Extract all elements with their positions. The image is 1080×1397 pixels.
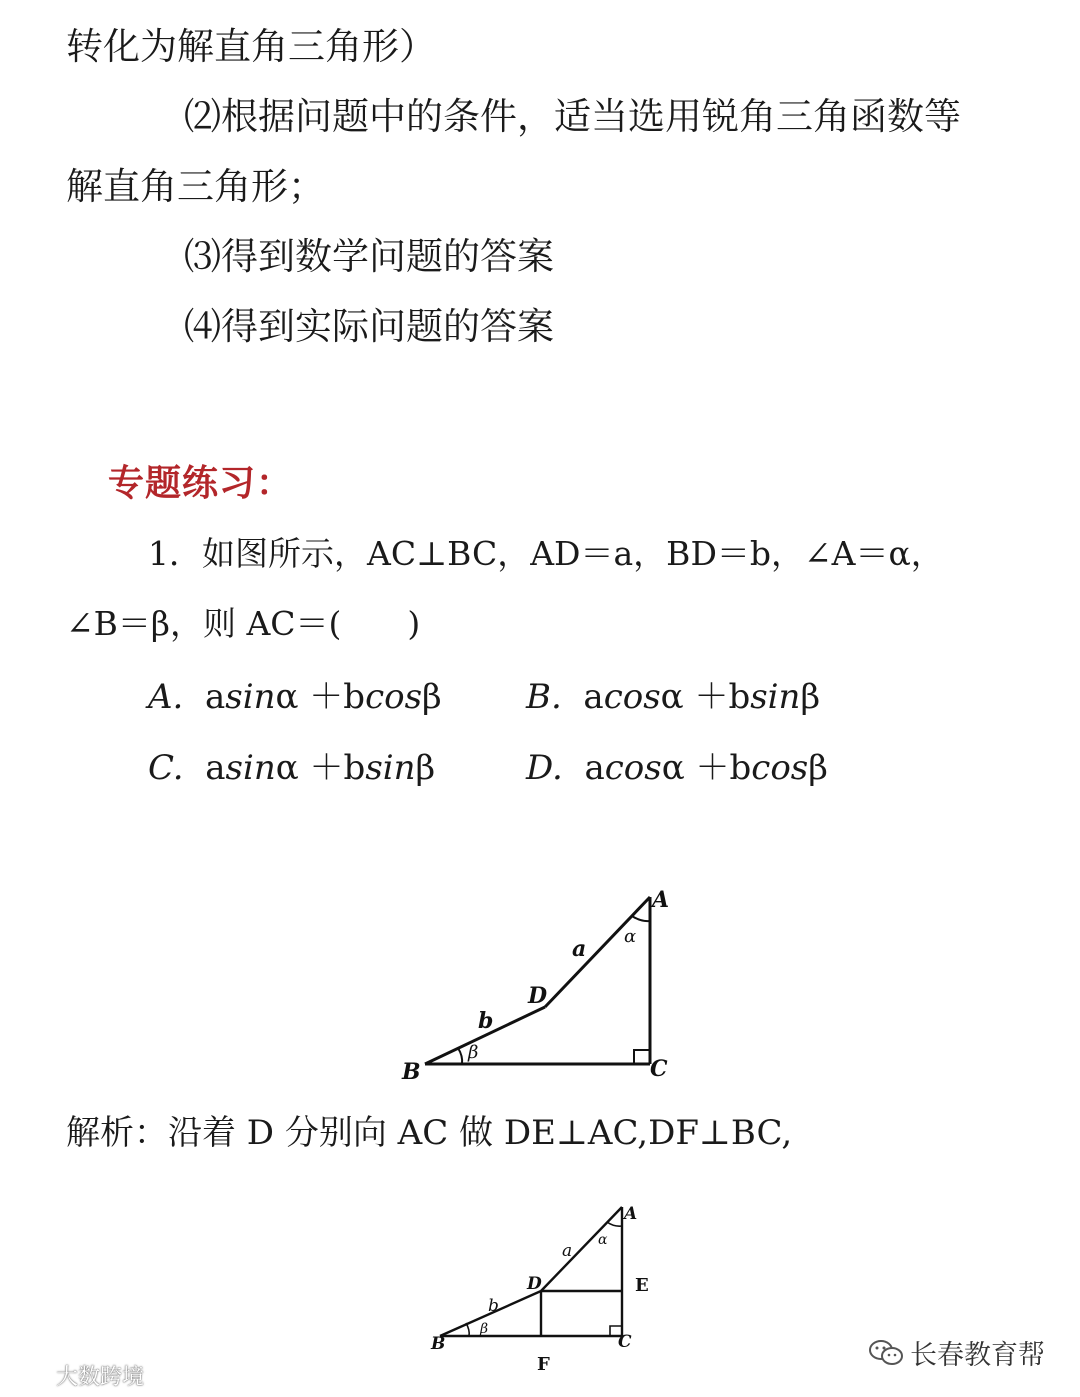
question-line-2: ∠B＝β，则 AC＝( ) <box>66 604 421 643</box>
text-line-3: 解直角三角形； <box>66 165 325 208</box>
label-f-point: F <box>537 1354 550 1375</box>
label-side-b: b <box>478 1008 494 1034</box>
analysis-text: 解析：沿着 D 分别向 AC 做 DE⊥AC,DF⊥BC, <box>66 1113 793 1153</box>
beta-arc-2 <box>466 1323 469 1336</box>
label-side-b-2: b <box>488 1296 499 1316</box>
label-alpha-2: α <box>598 1232 608 1248</box>
label-e-point: E <box>635 1275 649 1296</box>
watermark-source <box>6 1360 144 1391</box>
source-logo-icon <box>6 1364 52 1388</box>
alpha-arc-2 <box>607 1222 622 1226</box>
text-line-2: ⑵根据问题中的条件，适当选用锐角三角函数等 <box>184 95 961 138</box>
option-b: B. acosα ＋bsinβ <box>526 677 821 717</box>
label-b-vertex-2: B <box>431 1334 446 1354</box>
label-side-a: a <box>572 936 587 962</box>
label-beta-2: β <box>480 1321 489 1337</box>
label-b-vertex: B <box>402 1059 421 1085</box>
option-d: D. acosα ＋bcosβ <box>526 748 828 788</box>
label-a-vertex: A <box>652 887 670 913</box>
option-a: A. asinα ＋bcosβ <box>148 677 442 717</box>
label-d-vertex: D <box>528 983 548 1009</box>
text-line-1: 转化为解直角三角形） <box>66 25 436 68</box>
wechat-icon <box>868 1338 904 1368</box>
label-c-vertex: C <box>650 1056 668 1082</box>
text-line-4: ⑶得到数学问题的答案 <box>184 235 554 278</box>
watermark-account-name: 长春教育帮 <box>910 1340 1045 1371</box>
label-side-a-2: a <box>562 1241 573 1261</box>
question-line-1: 1．如图所示，AC⊥BC，AD＝a，BD＝b，∠A＝α， <box>148 534 944 573</box>
label-a-vertex-2: A <box>624 1204 638 1224</box>
watermark-account <box>868 1333 1045 1372</box>
label-alpha: α <box>624 926 637 947</box>
option-c: C. asinα ＋bsinβ <box>148 748 436 788</box>
section-heading: 专题练习： <box>108 463 294 504</box>
label-beta: β <box>468 1042 479 1063</box>
label-d-vertex-2: D <box>527 1274 542 1294</box>
segment-da-2 <box>541 1207 622 1291</box>
text-line-5: ⑷得到实际问题的答案 <box>184 305 554 348</box>
watermark-source-name: 大数跨境 <box>56 1365 145 1390</box>
label-c-vertex-2: C <box>618 1332 632 1352</box>
